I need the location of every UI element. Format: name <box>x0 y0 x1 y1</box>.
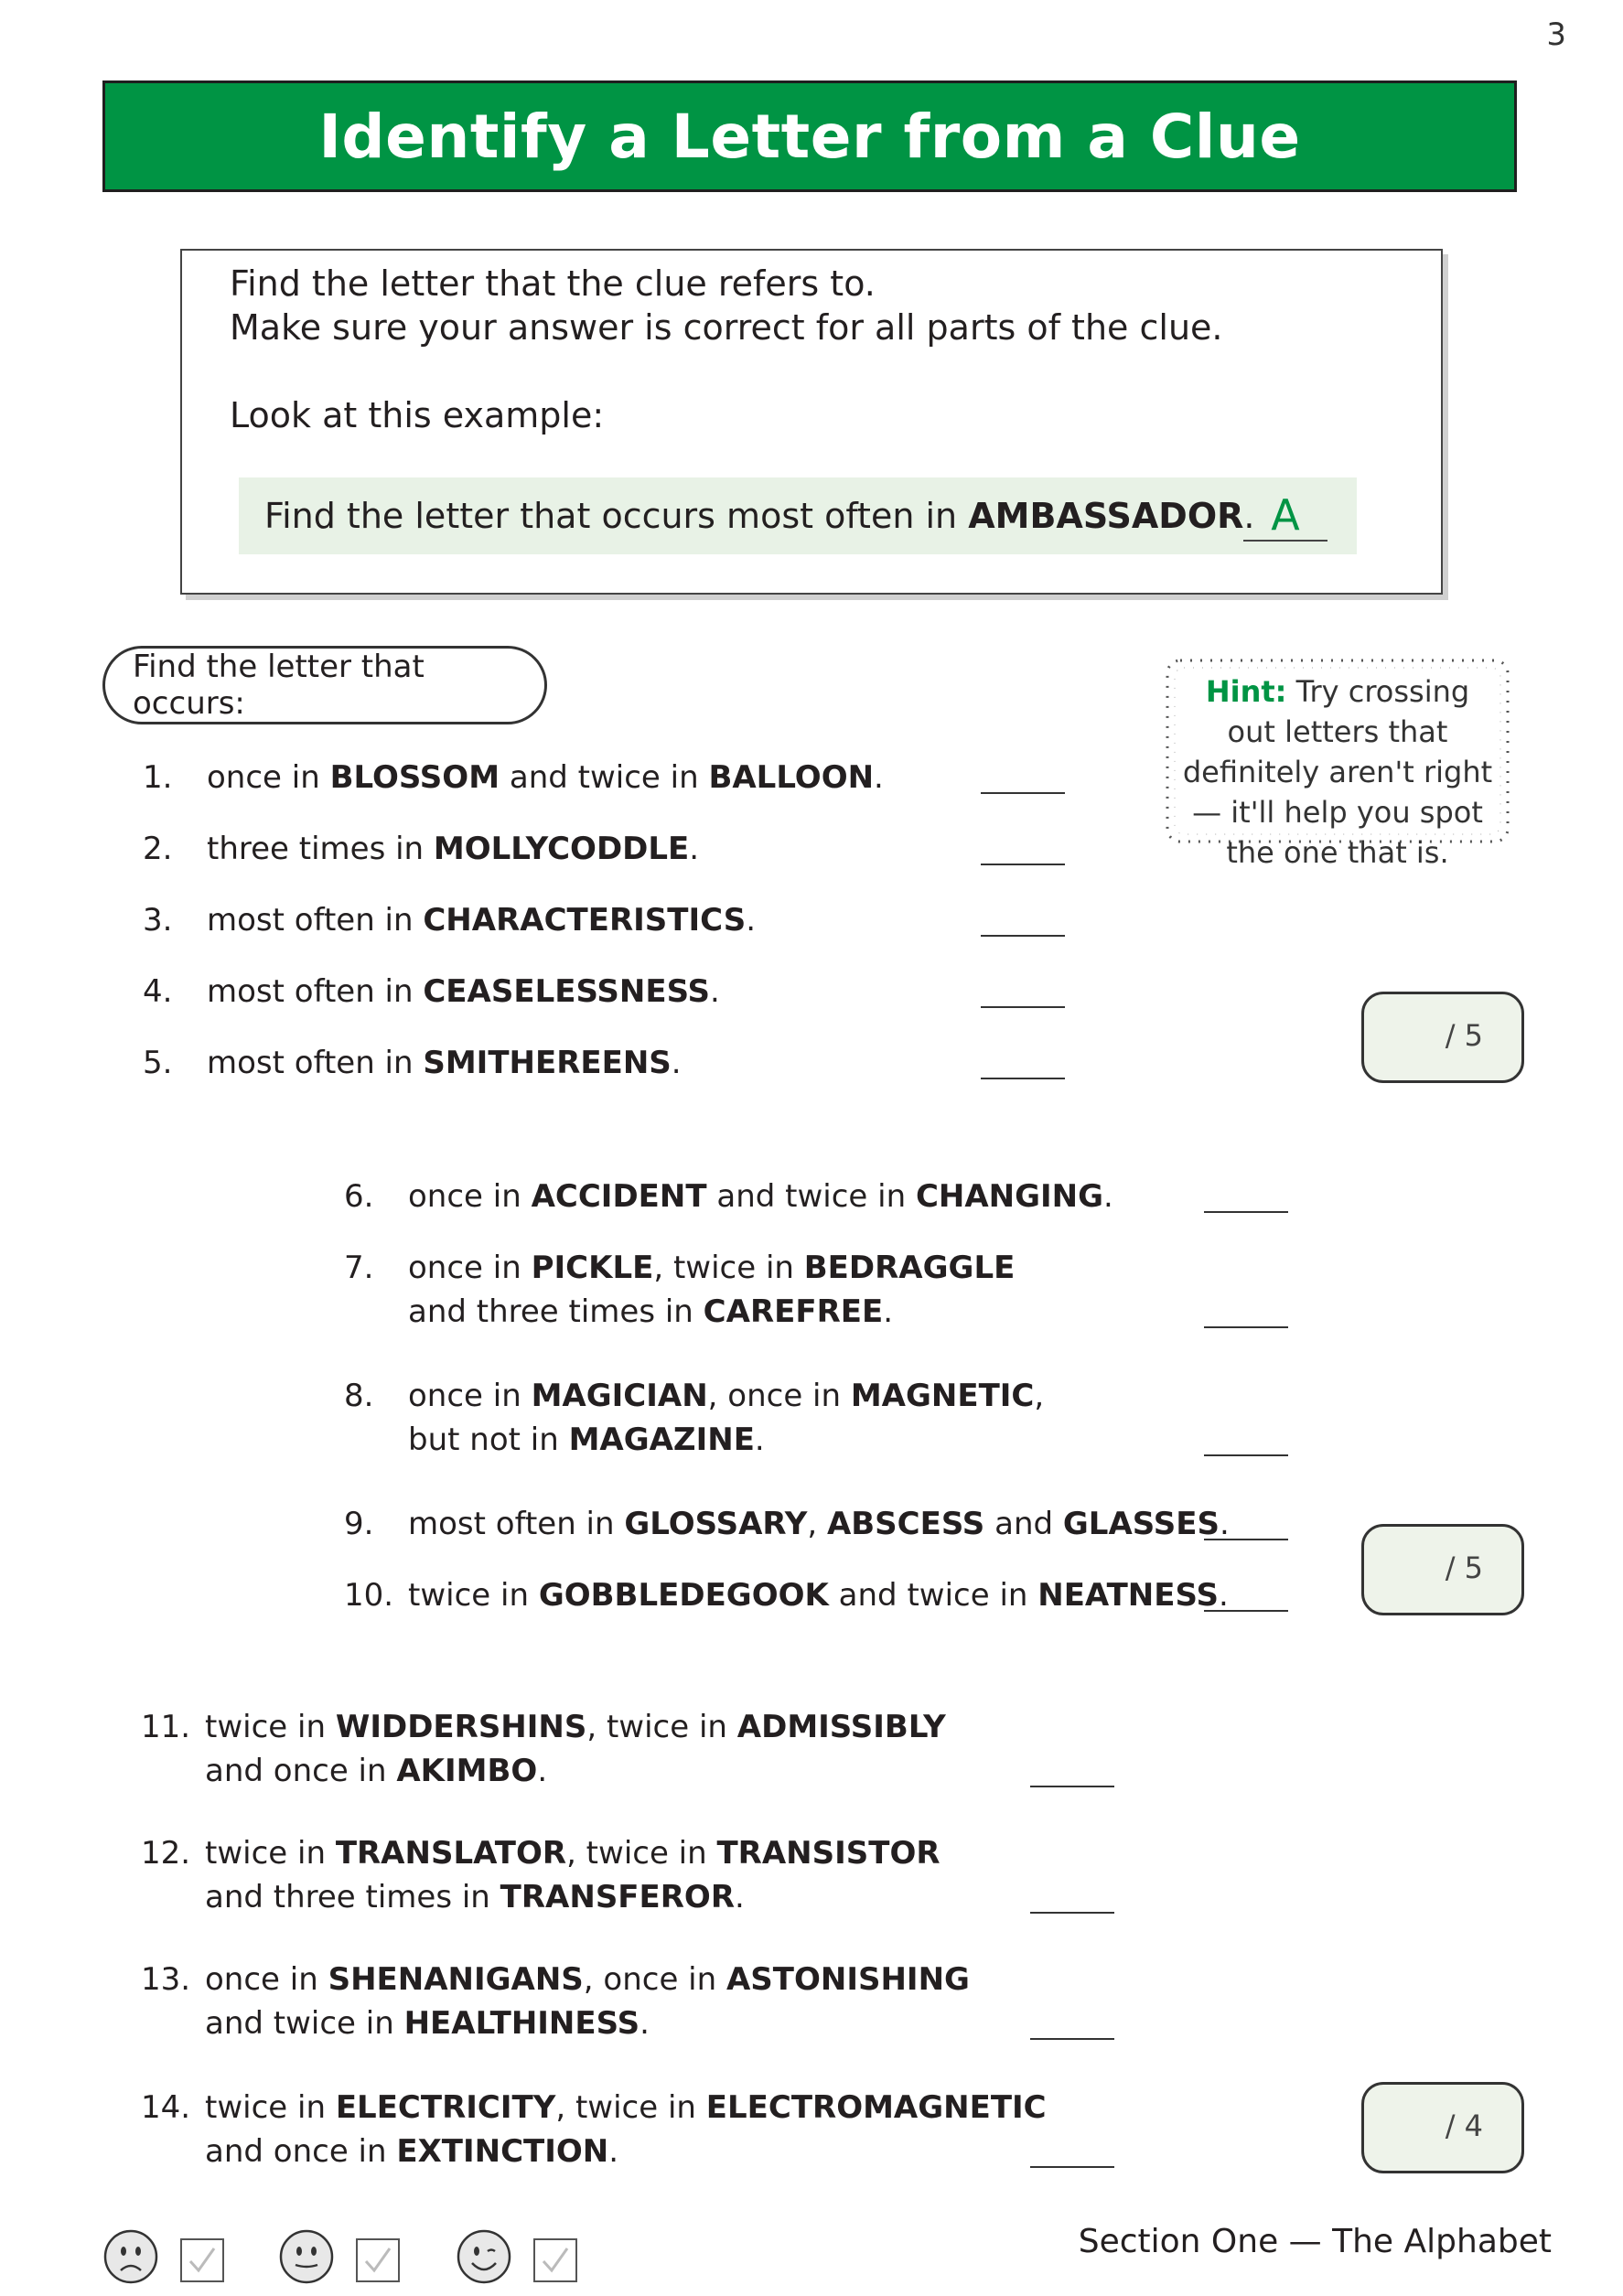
question-number: 6. <box>344 1178 374 1215</box>
question-4 <box>143 970 720 1014</box>
keyword: BALLOON <box>708 759 875 796</box>
question-text: twice in TRANSLATOR, twice in TRANSISTOR and three times in TRANSFEROR. <box>205 1835 940 1915</box>
title-banner <box>102 80 1517 192</box>
keyword: BLOSSOM <box>329 759 500 796</box>
question-number: 8. <box>344 1378 374 1414</box>
keyword: TRANSLATOR <box>335 1835 567 1872</box>
keyword: ADMISSIBLY <box>736 1709 946 1745</box>
question-8 <box>344 1374 1044 1462</box>
neutral-face-icon[interactable] <box>278 2228 335 2285</box>
answer-blank-8[interactable] <box>1204 1454 1288 1456</box>
question-text: once in PICKLE, twice in BEDRAGGLE and three times in CAREFREE. <box>408 1250 1016 1330</box>
keyword: MAGNETIC <box>850 1378 1035 1414</box>
intro-line-1: Find the letter that the clue refers to. <box>230 263 876 304</box>
question-number: 2. <box>143 831 173 867</box>
keyword: EXTINCTION <box>396 2133 609 2170</box>
answer-blank-1[interactable] <box>981 792 1065 794</box>
keyword: TRANSFEROR <box>500 1879 736 1915</box>
keyword: GLASSES <box>1062 1506 1220 1542</box>
question-11 <box>141 1705 946 1793</box>
example-post: . <box>1243 496 1255 536</box>
answer-blank-10[interactable] <box>1204 1610 1288 1612</box>
keyword: GLOSSARY <box>624 1506 808 1542</box>
answer-blank-7[interactable] <box>1204 1326 1288 1328</box>
intro-line-2: Make sure your answer is correct for all parts of the clue. <box>230 307 1223 348</box>
question-text: twice in WIDDERSHINS, twice in ADMISSIBLY and once in AKIMBO. <box>205 1709 946 1789</box>
keyword: HEALTHINESS <box>403 2005 640 2042</box>
hint-box <box>1160 653 1515 870</box>
question-2 <box>143 827 699 871</box>
question-12 <box>141 1831 940 1919</box>
instruction-pill: Find the letter that occurs: <box>102 646 547 724</box>
example-band <box>239 477 1357 554</box>
keyword: CAREFREE <box>703 1293 884 1330</box>
keyword: PICKLE <box>531 1250 654 1286</box>
keyword: ABSCESS <box>826 1506 985 1542</box>
question-text: twice in ELECTRICITY, twice in ELECTROMAGNETIC and once in EXTINCTION. <box>205 2089 1047 2170</box>
answer-blank-13[interactable] <box>1030 2038 1114 2040</box>
question-6 <box>344 1175 1113 1218</box>
question-10 <box>344 1573 1229 1617</box>
keyword: BEDRAGGLE <box>803 1250 1016 1286</box>
question-text: once in BLOSSOM and twice in BALLOON. <box>207 759 884 796</box>
hint-label: Hint: <box>1205 674 1287 709</box>
checkbox-icon[interactable] <box>355 2237 401 2283</box>
question-5 <box>143 1041 682 1085</box>
answer-blank-6[interactable] <box>1204 1211 1288 1213</box>
checkbox-icon[interactable] <box>179 2237 225 2283</box>
question-number: 3. <box>143 902 173 939</box>
answer-blank-3[interactable] <box>981 935 1065 937</box>
question-number: 1. <box>143 759 173 796</box>
keyword: ELECTROMAGNETIC <box>705 2089 1047 2126</box>
question-number: 13. <box>141 1961 191 1998</box>
score-box-3: / 4 <box>1361 2082 1524 2173</box>
question-text: most often in SMITHEREENS. <box>207 1045 682 1081</box>
keyword: SMITHEREENS <box>423 1045 672 1081</box>
answer-blank-14[interactable] <box>1030 2166 1114 2168</box>
answer-blank-11[interactable] <box>1030 1786 1114 1787</box>
example-word: AMBASSADOR <box>968 496 1244 536</box>
example-pre: Find the letter that occurs most often in <box>264 496 969 536</box>
question-number: 11. <box>141 1709 191 1745</box>
keyword: MOLLYCODDLE <box>433 831 690 867</box>
keyword: ASTONISHING <box>726 1961 970 1998</box>
keyword: WIDDERSHINS <box>335 1709 587 1745</box>
question-text: three times in MOLLYCODDLE. <box>207 831 700 867</box>
sad-face-icon[interactable] <box>102 2228 159 2285</box>
keyword: CHANGING <box>915 1178 1104 1215</box>
question-text: twice in GOBBLEDEGOOK and twice in NEATNESS. <box>408 1577 1229 1614</box>
answer-blank-9[interactable] <box>1204 1539 1288 1540</box>
happy-face-icon[interactable] <box>456 2228 512 2285</box>
question-7 <box>344 1246 1015 1334</box>
question-number: 5. <box>143 1045 173 1081</box>
keyword: ACCIDENT <box>531 1178 707 1215</box>
question-number: 9. <box>344 1506 374 1542</box>
keyword: AKIMBO <box>396 1753 538 1789</box>
intro-line-3: Look at this example: <box>230 395 605 435</box>
hint-text <box>1178 671 1497 873</box>
keyword: TRANSISTOR <box>716 1835 940 1872</box>
question-text: once in ACCIDENT and twice in CHANGING. <box>408 1178 1113 1215</box>
question-text: most often in GLOSSARY, ABSCESS and GLASSES. <box>408 1506 1230 1542</box>
keyword: GOBBLEDEGOOK <box>538 1577 829 1614</box>
keyword: ELECTRICITY <box>335 2089 556 2126</box>
section-footer: Section One — The Alphabet <box>1078 2223 1552 2260</box>
question-number: 4. <box>143 973 173 1010</box>
question-number: 7. <box>344 1250 374 1286</box>
keyword: MAGAZINE <box>568 1422 755 1458</box>
question-text: most often in CEASELESSNESS. <box>207 973 720 1010</box>
score-box-2: / 5 <box>1361 1524 1524 1615</box>
checkbox-icon[interactable] <box>532 2237 578 2283</box>
question-14 <box>141 2086 1047 2173</box>
question-number: 14. <box>141 2089 191 2126</box>
question-number: 12. <box>141 1835 191 1872</box>
intro-box <box>180 249 1443 595</box>
hint-body: Try crossing out letters that definitely aren't right — it'll help you spot the one that is. <box>1182 674 1493 870</box>
question-text: most often in CHARACTERISTICS. <box>207 902 756 939</box>
answer-blank-2[interactable] <box>981 864 1065 865</box>
question-3 <box>143 898 756 942</box>
answer-blank-5[interactable] <box>981 1078 1065 1079</box>
question-text: once in SHENANIGANS, once in ASTONISHING and twice in HEALTHINESS. <box>205 1961 970 2042</box>
example-text <box>264 496 1254 536</box>
question-1 <box>143 756 884 799</box>
keyword: SHENANIGANS <box>328 1961 584 1998</box>
question-9 <box>344 1502 1230 1546</box>
question-text: once in MAGICIAN, once in MAGNETIC, but not in MAGAZINE. <box>408 1378 1045 1458</box>
keyword: CHARACTERISTICS <box>423 902 747 939</box>
page-number: 3 <box>1546 16 1566 53</box>
question-number: 10. <box>344 1577 394 1614</box>
keyword: MAGICIAN <box>531 1378 708 1414</box>
keyword: NEATNESS <box>1037 1577 1219 1614</box>
answer-blank-12[interactable] <box>1030 1912 1114 1914</box>
answer-blank-4[interactable] <box>981 1006 1065 1008</box>
keyword: CEASELESSNESS <box>423 973 711 1010</box>
page-title: Identify a Letter from a Clue <box>318 101 1301 172</box>
example-answer: A <box>1243 490 1327 542</box>
question-13 <box>141 1958 970 2045</box>
score-box-1: / 5 <box>1361 992 1524 1083</box>
